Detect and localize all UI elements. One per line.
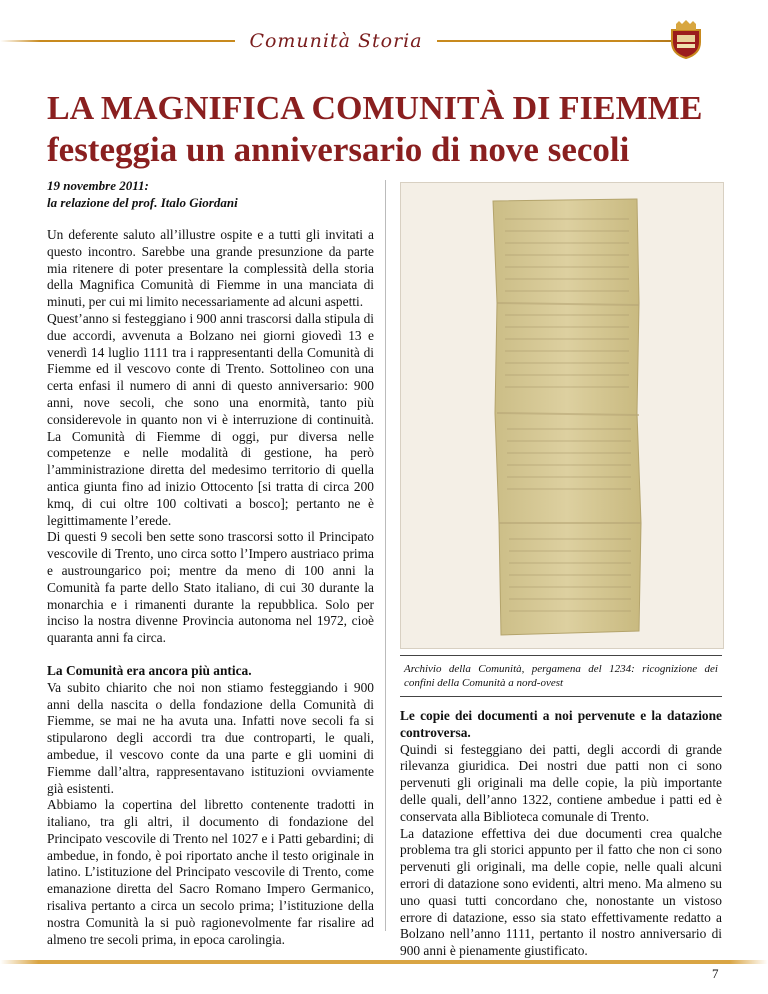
article-title xyxy=(47,88,737,170)
paragraph: Abbiamo la copertina del libretto contenente tradotti in italiano, tra gli altri, il documento di fondazione del Principato vescovile di Trento nel 1027 e i Patti gebardini; di ambedue, in fondo, è poi riportato anche il testo originale in latino. L’istituzione del Principato vescovile di Trento, come emanazione diretta del Sacro Romano Impero Germanico, risaliva pertanto a circa un secolo prima; l’istituzione della nostra Comunità la si può ragionevolmente far risalire ad almeno tre secoli prima, in epoca carolingia. xyxy=(47,797,374,947)
paragraph: La datazione effettiva dei due documenti crea qualche problema tra gli storici appunto per il fatto che non ci sono pervenuti gli originali, ma delle copie, nelle quali alcuni errori di datazione sono evidenti, altri meno. Ma almeno su uno quasi tutti concordano che, nonostante un vistoso errore di datazione, esso sia stato effettivamente redatto a Bolzano nell’anno 1111, pertanto il nostro anniversario di 900 anni è pienamente giustificato. xyxy=(400,825,722,959)
byline-author: la relazione del prof. Italo Giordani xyxy=(47,194,238,210)
right-column xyxy=(400,708,722,960)
article-title-line1: LA MAGNIFICA COMUNITÀ DI FIEMME xyxy=(47,90,703,127)
byline xyxy=(47,178,374,211)
section-header-label: Comunità Storia xyxy=(235,30,436,52)
page-number: 7 xyxy=(712,966,719,981)
column-divider xyxy=(385,180,386,931)
crest-icon xyxy=(666,20,706,60)
paragraph: Un deferente saluto all’illustre ospite e a tutti gli invitati a questo incontro. Sarebbe una grande presunzione da parte mia ritenere di poter presentare la complessità della storia della Magnifica Comunità di Fiemme in una manciata di minuti, per cui mi limito necessariamente ad alcuni aspetti. xyxy=(47,227,374,310)
paragraph: Di questi 9 secoli ben sette sono trascorsi sotto il Principato vescovile di Trento, uno circa sotto l’Impero austriaco prima e austroungarico poi; mentre da meno di 100 anni la Comunità fa parte dello Stato italiano, di cui 30 durante la monarchia e i rimanenti durante la repubblica. Solo per inciso la nostra divenne Provincia autonoma nel 1972, cioè quaranta anni fa circa. xyxy=(47,529,374,646)
section-header xyxy=(0,30,672,52)
left-column xyxy=(47,178,374,948)
paragraph: Va subito chiarito che noi non stiamo festeggiando i 900 anni della nascita o della fondazione della Comunità di Fiemme, se mai ne ha avuta una. Infatti nove secoli fa si stipularono degli accordi tra due controparti, le quali, ambedue, il vescovo conte da una parte e gli uomini di Fiemme dall’altra, rappresentavano istituzioni ovviamente già esistenti. xyxy=(47,679,374,796)
section-heading: La Comunità era ancora più antica. xyxy=(47,662,252,678)
parchment-image xyxy=(401,183,723,648)
paragraph: Quest’anno si festeggiano i 900 anni trascorsi dalla stipula di due accordi, avvenuta a Bolzano nei giorni giovedì 13 e venerdì 14 luglio 1111 tra i rappresentanti della Comunità di Fiemme ed il vescovo conte di Trento. Sottolineo con una certa enfasi il numero di anni di questo anniversario: 900 anni, nove secoli, che sono una enormità, tanto più considerevole in quanto non vi è interruzione di continuità. La Comunità di Fiemme di oggi, pur diversa nelle competenze e nelle modalità di gestione, ha però l’amministrazione diretta del medesimo territorio di quella antica giunta fino ad inizio Ottocento [si tratta di circa 200 kmq, di cui oltre 100 coltivati a bosco]; pertanto ne è legittimamente l’erede. xyxy=(47,310,374,528)
byline-date: 19 novembre 2011: xyxy=(47,178,149,193)
article-title-line2: festeggia un anniversario di nove secoli xyxy=(47,130,630,169)
parchment-figure xyxy=(400,182,724,649)
section-heading: Le copie dei documenti a noi pervenute e la datazione controversa. xyxy=(400,708,722,740)
paragraph: Quindi si festeggiano dei patti, degli accordi di grande rilevanza giuridica. Dei nostri due patti non ci sono pervenuti gli originali ma delle copie, la più importante delle quali, dell’anno 1322, contiene ambedue i patti ed è conservata alla Biblioteca comunale di Trento. xyxy=(400,741,722,824)
footer-rule xyxy=(0,960,768,964)
figure-caption: Archivio della Comunità, pergamena del 1234: ricognizione dei confini della Comunità a nord-ovest xyxy=(400,655,722,697)
